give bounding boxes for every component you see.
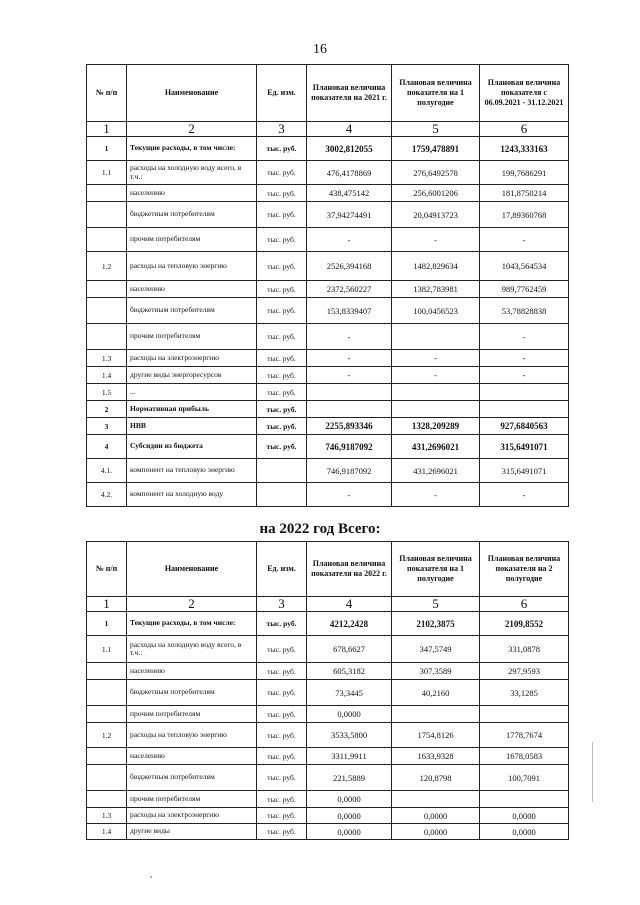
table-row (87, 435, 569, 459)
row-value-period: - (480, 367, 569, 384)
row-name: расходы на холодную воду всего, в т.ч.: (127, 636, 257, 663)
header-unit: Ед. изм. (257, 65, 307, 122)
table-header-row (87, 65, 569, 122)
table-row (87, 228, 569, 252)
row-value-period: 989,7762459 (480, 281, 569, 298)
column-number: 1 (87, 122, 127, 137)
row-value-plan-year (307, 384, 392, 401)
column-number: 2 (127, 597, 257, 612)
row-unit: тыс. руб. (257, 367, 307, 384)
row-value-plan-year: 0,0000 (307, 824, 392, 840)
row-value-half1: - (392, 367, 480, 384)
scan-speck (150, 876, 152, 878)
row-value-plan-year: - (307, 324, 392, 350)
header-name: Наименование (127, 65, 257, 122)
column-number: 3 (257, 122, 307, 137)
row-unit: тыс. руб. (257, 418, 307, 435)
row-unit: тыс. руб. (257, 384, 307, 401)
table-row (87, 137, 569, 161)
row-name: бюджетным потребителям (127, 202, 257, 228)
row-number (87, 202, 127, 228)
row-value-half1: 1328,209289 (392, 418, 480, 435)
row-name: расходы на тепловую энергию (127, 723, 257, 748)
row-value-period: - (480, 350, 569, 367)
row-value-plan-year: 3002,812055 (307, 137, 392, 161)
column-number: 1 (87, 597, 127, 612)
header-unit: Ед. изм. (257, 542, 307, 597)
column-number: 6 (480, 597, 569, 612)
row-unit: тыс. руб. (257, 350, 307, 367)
row-number: 1.5 (87, 384, 127, 401)
row-unit: тыс. руб. (257, 298, 307, 324)
row-value-period: 315,6491071 (480, 435, 569, 459)
row-name: населению (127, 663, 257, 680)
row-value-half1 (392, 324, 480, 350)
row-value-period: 2109,8552 (480, 612, 569, 636)
row-name: прочим потребителям (127, 706, 257, 723)
row-value-plan-year: 605,3182 (307, 663, 392, 680)
row-name: компонент на холодную воду (127, 483, 257, 507)
row-value-half1: 1754,8126 (392, 723, 480, 748)
row-value-half1 (392, 384, 480, 401)
row-value-plan-year: - (307, 483, 392, 507)
row-number: 1.1 (87, 636, 127, 663)
row-name: прочим потребителям (127, 228, 257, 252)
row-name: бюджетным потребителям (127, 298, 257, 324)
table-row (87, 281, 569, 298)
row-value-half1: 0,0000 (392, 824, 480, 840)
table-row (87, 401, 569, 418)
table-row (87, 350, 569, 367)
table-row (87, 367, 569, 384)
row-value-half1: 347,5749 (392, 636, 480, 663)
row-value-half1 (392, 706, 480, 723)
row-unit: тыс. руб. (257, 252, 307, 281)
table-row (87, 185, 569, 202)
row-value-plan-year: 0,0000 (307, 791, 392, 808)
row-value-period (480, 791, 569, 808)
row-number: 1.2 (87, 723, 127, 748)
row-number: 1.2 (87, 252, 127, 281)
column-number: 4 (307, 122, 392, 137)
row-value-half1 (392, 791, 480, 808)
row-name: другие виды энергоресурсов (127, 367, 257, 384)
table-row (87, 459, 569, 483)
row-unit: тыс. руб. (257, 161, 307, 185)
row-value-plan-year: - (307, 228, 392, 252)
row-value-half1: 100,0456523 (392, 298, 480, 324)
row-unit: тыс. руб. (257, 202, 307, 228)
table-row (87, 483, 569, 507)
row-value-period (480, 384, 569, 401)
row-value-plan-year: 153,8339407 (307, 298, 392, 324)
row-value-plan-year: 3533,5800 (307, 723, 392, 748)
row-unit: тыс. руб. (257, 706, 307, 723)
row-value-period: 1043,564534 (480, 252, 569, 281)
table-header-row (87, 542, 569, 597)
header-plan-year: Плановая величина показателя на 2021 г. (307, 65, 392, 122)
row-name: компонент на тепловую энергию (127, 459, 257, 483)
table-row (87, 824, 569, 840)
expenses-table-2022 (86, 541, 569, 840)
row-name: расходы на тепловую энергию (127, 252, 257, 281)
row-number: 1.4 (87, 824, 127, 840)
expenses-table-2021 (86, 64, 569, 507)
row-value-half1: - (392, 483, 480, 507)
row-unit: тыс. руб. (257, 723, 307, 748)
row-value-half1: 20,04913723 (392, 202, 480, 228)
row-name: прочим потребителям (127, 791, 257, 808)
table-row (87, 636, 569, 663)
row-value-period: 297,9593 (480, 663, 569, 680)
row-value-period: - (480, 228, 569, 252)
row-name: бюджетным потребителям (127, 765, 257, 791)
row-value-plan-year: 4212,2428 (307, 612, 392, 636)
row-unit: тыс. руб. (257, 612, 307, 636)
row-value-half1: 431,2696021 (392, 435, 480, 459)
row-unit: тыс. руб. (257, 281, 307, 298)
row-value-half1: 307,3589 (392, 663, 480, 680)
row-value-period: 33,1285 (480, 680, 569, 706)
column-number: 4 (307, 597, 392, 612)
row-number: 4.2. (87, 483, 127, 507)
column-number: 5 (392, 597, 480, 612)
row-unit: тыс. руб. (257, 765, 307, 791)
row-unit: тыс. руб. (257, 401, 307, 418)
row-name: населению (127, 281, 257, 298)
row-value-half1: - (392, 228, 480, 252)
row-unit: тыс. руб. (257, 228, 307, 252)
row-number (87, 185, 127, 202)
row-number (87, 298, 127, 324)
column-number: 3 (257, 597, 307, 612)
row-value-period: 315,6491071 (480, 459, 569, 483)
row-value-plan-year: 438,475142 (307, 185, 392, 202)
row-name: Субсидии из бюджета (127, 435, 257, 459)
row-name: Нормативная прибыль (127, 401, 257, 418)
header-plan-half1: Плановая величина показателя на 1 полугодие (392, 542, 480, 597)
row-unit: тыс. руб. (257, 808, 307, 824)
row-value-half1: 1482,829634 (392, 252, 480, 281)
row-value-plan-year: 0,0000 (307, 706, 392, 723)
row-name: расходы на холодную воду всего, в т.ч.: (127, 161, 257, 185)
table-row (87, 723, 569, 748)
row-value-plan-year: 3311,9911 (307, 748, 392, 765)
scan-margin-line (592, 742, 593, 802)
row-value-half1: 40,2160 (392, 680, 480, 706)
row-number: 1.3 (87, 808, 127, 824)
row-number (87, 748, 127, 765)
table-row (87, 418, 569, 435)
row-number (87, 680, 127, 706)
row-value-period: - (480, 324, 569, 350)
header-name: Наименование (127, 542, 257, 597)
row-name: Текущие расходы, в том числе: (127, 612, 257, 636)
row-name: населению (127, 748, 257, 765)
row-value-period: 331,0878 (480, 636, 569, 663)
table-row (87, 384, 569, 401)
row-value-plan-year: 2255,893346 (307, 418, 392, 435)
header-number: № п/п (87, 65, 127, 122)
column-numbers-row (87, 597, 569, 612)
header-plan-year: Плановая величина показателя на 2022 г. (307, 542, 392, 597)
row-value-half1: 276,6492578 (392, 161, 480, 185)
row-name: Текущие расходы, в том числе: (127, 137, 257, 161)
row-unit: тыс. руб. (257, 680, 307, 706)
row-value-period: 1678,0583 (480, 748, 569, 765)
header-plan-half2: Плановая величина показателя на 2 полугодие (480, 542, 569, 597)
row-number (87, 765, 127, 791)
row-value-plan-year (307, 401, 392, 418)
table-row (87, 298, 569, 324)
row-value-period: 0,0000 (480, 824, 569, 840)
row-value-period: 17,89360768 (480, 202, 569, 228)
table-row (87, 663, 569, 680)
column-number: 5 (392, 122, 480, 137)
row-name: ... (127, 384, 257, 401)
section-title-2022: на 2022 год Всего: (259, 521, 381, 537)
table-row (87, 748, 569, 765)
row-value-plan-year: 746,9187092 (307, 435, 392, 459)
header-plan-half1: Плановая величина показателя на 1 полугодие (392, 65, 480, 122)
page-number: 16 (313, 42, 327, 57)
row-value-period: 199,7686291 (480, 161, 569, 185)
row-unit: тыс. руб. (257, 791, 307, 808)
row-unit: тыс. руб. (257, 748, 307, 765)
row-name: прочим потребителям (127, 324, 257, 350)
row-unit (257, 483, 307, 507)
row-number (87, 281, 127, 298)
row-value-half1: 256,6001206 (392, 185, 480, 202)
row-value-period: 100,7091 (480, 765, 569, 791)
row-value-period: 1243,333163 (480, 137, 569, 161)
row-value-plan-year: - (307, 367, 392, 384)
row-number (87, 324, 127, 350)
row-name: населению (127, 185, 257, 202)
row-name: бюджетным потребителям (127, 680, 257, 706)
row-value-half1: 431,2696021 (392, 459, 480, 483)
row-unit: тыс. руб. (257, 663, 307, 680)
row-name: расходы на электроэнергию (127, 808, 257, 824)
column-number: 6 (480, 122, 569, 137)
row-value-plan-year: 37,94274491 (307, 202, 392, 228)
row-value-period: 1778,7674 (480, 723, 569, 748)
row-unit: тыс. руб. (257, 636, 307, 663)
table-row (87, 252, 569, 281)
row-value-plan-year: 2526,394168 (307, 252, 392, 281)
row-value-plan-year: 678,6627 (307, 636, 392, 663)
row-value-period (480, 706, 569, 723)
row-number: 2 (87, 401, 127, 418)
row-value-plan-year: 746,9187092 (307, 459, 392, 483)
row-unit: тыс. руб. (257, 824, 307, 840)
header-plan-period: Плановая величина показателя с 06.09.2021 - 31.12.2021 (480, 65, 569, 122)
row-number (87, 228, 127, 252)
row-number: 1 (87, 137, 127, 161)
row-unit: тыс. руб. (257, 324, 307, 350)
row-value-period: 181,8750214 (480, 185, 569, 202)
table-row (87, 324, 569, 350)
row-number: 1.3 (87, 350, 127, 367)
row-number (87, 791, 127, 808)
row-number: 1.1 (87, 161, 127, 185)
row-value-plan-year: 221,5889 (307, 765, 392, 791)
row-value-period: 53,78828838 (480, 298, 569, 324)
row-name: расходы на электроэнергию (127, 350, 257, 367)
row-unit: тыс. руб. (257, 185, 307, 202)
row-name: другие виды (127, 824, 257, 840)
row-number: 4.1. (87, 459, 127, 483)
row-value-half1: 120,8798 (392, 765, 480, 791)
row-value-half1: 1382,783981 (392, 281, 480, 298)
row-value-plan-year: 2372,560227 (307, 281, 392, 298)
row-value-plan-year: - (307, 350, 392, 367)
header-number: № п/п (87, 542, 127, 597)
table-row (87, 791, 569, 808)
row-number: 3 (87, 418, 127, 435)
row-value-period: - (480, 483, 569, 507)
row-value-period (480, 401, 569, 418)
table-row (87, 161, 569, 185)
table-row (87, 202, 569, 228)
table-row (87, 680, 569, 706)
row-value-period: 927,6840563 (480, 418, 569, 435)
row-number (87, 663, 127, 680)
row-value-plan-year: 73,3445 (307, 680, 392, 706)
table-row (87, 612, 569, 636)
column-number: 2 (127, 122, 257, 137)
row-number (87, 706, 127, 723)
table-row (87, 706, 569, 723)
row-value-half1: 0,0000 (392, 808, 480, 824)
row-unit: тыс. руб. (257, 137, 307, 161)
row-unit: тыс. руб. (257, 435, 307, 459)
row-value-plan-year: 476,4178869 (307, 161, 392, 185)
row-name: НВВ (127, 418, 257, 435)
row-unit (257, 459, 307, 483)
row-value-half1: - (392, 350, 480, 367)
row-number: 4 (87, 435, 127, 459)
row-value-half1: 1633,9328 (392, 748, 480, 765)
column-numbers-row (87, 122, 569, 137)
row-value-plan-year: 0,0000 (307, 808, 392, 824)
table-row (87, 765, 569, 791)
row-number: 1 (87, 612, 127, 636)
row-number: 1.4 (87, 367, 127, 384)
row-value-half1 (392, 401, 480, 418)
table-row (87, 808, 569, 824)
row-value-half1: 1759,478891 (392, 137, 480, 161)
row-value-half1: 2102,3875 (392, 612, 480, 636)
row-value-period: 0,0000 (480, 808, 569, 824)
